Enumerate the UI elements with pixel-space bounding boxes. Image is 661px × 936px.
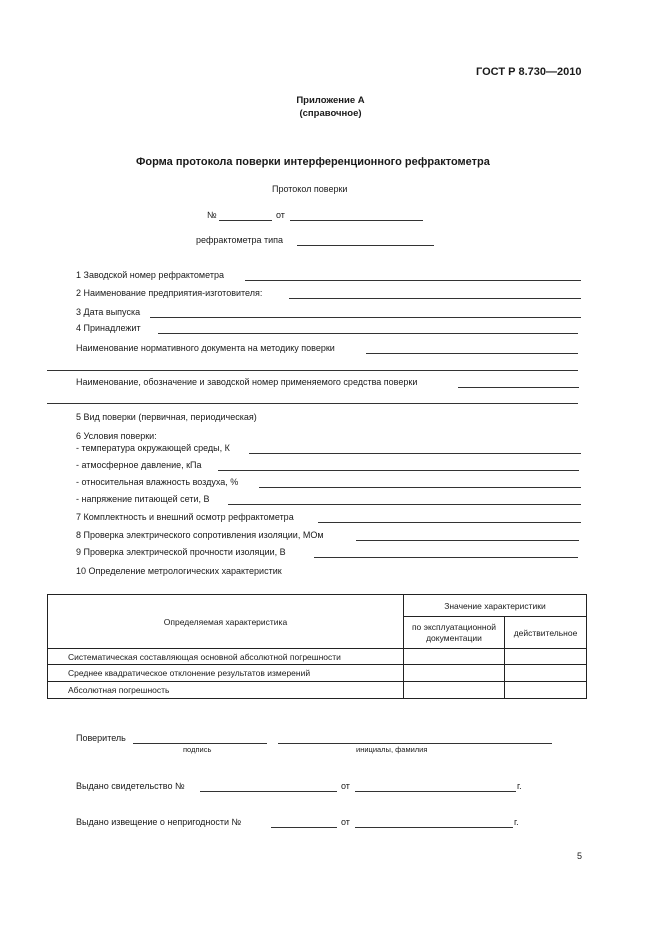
item-owner-field[interactable] [158, 333, 578, 334]
conditions-label: 6 Условия поверки: [76, 431, 157, 441]
standard-number: ГОСТ Р 8.730—2010 [476, 66, 582, 78]
protocol-heading: Протокол поверки [272, 184, 348, 194]
insulation-strength-label: 9 Проверка электрической прочности изоляции, В [76, 547, 286, 557]
completeness-field[interactable] [318, 522, 581, 523]
item-release-date-field[interactable] [150, 317, 581, 318]
pressure-field[interactable] [218, 470, 579, 471]
verification-means-continuation[interactable] [47, 403, 578, 404]
normative-doc-label: Наименование нормативного документа на методику поверки [76, 343, 335, 353]
metrology-table [47, 594, 587, 699]
table-row [48, 649, 587, 665]
temperature-label: - температура окружающей среды, К [76, 443, 230, 453]
completeness-label: 7 Комплектность и внешний осмотр рефрактометра [76, 512, 294, 522]
humidity-field[interactable] [259, 487, 581, 488]
insulation-strength-field[interactable] [314, 557, 578, 558]
normative-doc-field[interactable] [366, 353, 578, 354]
certificate-date-field[interactable] [355, 791, 516, 792]
voltage-field[interactable] [228, 504, 581, 505]
appendix-title: Приложение А [296, 95, 365, 106]
item-release-date-label: 3 Дата выпуска [76, 307, 141, 317]
item-owner-label: 4 Принадлежит [76, 323, 141, 333]
signature-caption: подпись [183, 745, 212, 754]
row-doc-cell[interactable] [404, 682, 505, 699]
insulation-resistance-field[interactable] [356, 540, 579, 541]
row-actual-cell[interactable] [505, 682, 587, 699]
header-characteristic: Определяемая характеристика [48, 595, 404, 649]
signature-field[interactable] [133, 743, 267, 744]
notice-label: Выдано извещение о непригодности № [76, 817, 242, 827]
protocol-number-field[interactable] [219, 220, 272, 221]
temperature-field[interactable] [249, 453, 581, 454]
notice-date-label: от [341, 817, 350, 827]
notice-date-field[interactable] [355, 827, 513, 828]
certificate-year-suffix: г. [517, 781, 522, 791]
refractometer-type-field[interactable] [297, 245, 434, 246]
certificate-number-field[interactable] [200, 791, 337, 792]
header-doc-value: по эксплуатационной документации [404, 617, 505, 649]
verification-means-label: Наименование, обозначение и заводской номер применяемого средства поверки [76, 377, 418, 387]
page-number: 5 [577, 851, 583, 861]
name-caption: инициалы, фамилия [356, 745, 428, 754]
table-row [48, 682, 587, 699]
item-serial-number-field[interactable] [245, 280, 581, 281]
item-serial-number-label: 1 Заводской номер рефрактометра [76, 270, 224, 280]
row-label: Среднее квадратическое отклонение результатов измерений [48, 665, 404, 682]
row-doc-cell[interactable] [404, 665, 505, 682]
humidity-label: - относительная влажность воздуха, % [76, 477, 239, 487]
appendix-subtitle: (справочное) [299, 108, 362, 119]
header-value: Значение характеристики [404, 595, 587, 617]
item-manufacturer-field[interactable] [289, 298, 581, 299]
normative-doc-continuation[interactable] [47, 370, 578, 371]
metrology-label: 10 Определение метрологических характеристик [76, 566, 282, 576]
row-doc-cell[interactable] [404, 649, 505, 665]
item-manufacturer-label: 2 Наименование предприятия-изготовителя: [76, 288, 263, 298]
verifier-label: Поверитель [76, 733, 126, 743]
form-title: Форма протокола поверки интерференционного рефрактометра [136, 156, 490, 168]
verification-means-field[interactable] [458, 387, 579, 388]
refractometer-type-label: рефрактометра типа [196, 235, 284, 245]
row-label: Систематическая составляющая основной абсолютной погрешности [48, 649, 404, 665]
protocol-date-field[interactable] [290, 220, 423, 221]
pressure-label: - атмосферное давление, кПа [76, 460, 202, 470]
table-row [48, 665, 587, 682]
header-actual-value: действительное [505, 617, 587, 649]
certificate-date-label: от [341, 781, 350, 791]
row-actual-cell[interactable] [505, 649, 587, 665]
voltage-label: - напряжение питающей сети, В [76, 494, 210, 504]
certificate-label: Выдано свидетельство № [76, 781, 185, 791]
protocol-date-label: от [276, 210, 285, 220]
name-field[interactable] [278, 743, 552, 744]
notice-year-suffix: г. [514, 817, 519, 827]
protocol-number-label: № [207, 210, 217, 220]
row-label: Абсолютная погрешность [48, 682, 404, 699]
notice-number-field[interactable] [271, 827, 337, 828]
insulation-resistance-label: 8 Проверка электрического сопротивления изоляции, МОм [76, 530, 324, 540]
row-actual-cell[interactable] [505, 665, 587, 682]
verification-type-label: 5 Вид поверки (первичная, периодическая) [76, 412, 257, 422]
